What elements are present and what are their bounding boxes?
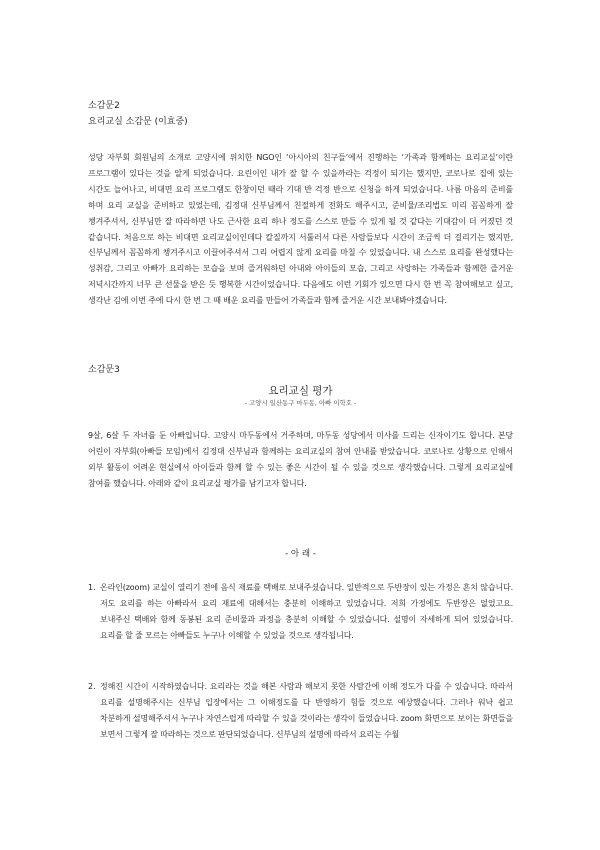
review3-byline: - 고양시 일산동구 마두동, 아빠 이학호 - xyxy=(244,399,357,407)
list-item-text: 정해진 시간이 시작하였습니다. 요리라는 것을 해본 사람과 해보지 못한 사람간에 이해 정도가 다를 수 있습니다. 따라서 요리를 설명해주시는 신부님 입장에서는 그 이해정도를 다 반영하기 힘들 것으로 예상했습니다. 그러나 워낙 쉽고 차분하게 설명해주셔서 누구나 자연스럽게 따라할 수 있을 것이라는 생각이 들었습니다. zoom 화면으로 보이는 화면들을 보면서 그렇게 잘 따라하는 것으로 판단되었습니다. 신부님의 설명에 따라서 요리는 수월 xyxy=(100,682,513,739)
list-item xyxy=(88,580,513,644)
review2-subtitle-block xyxy=(88,116,513,129)
list-item-number: 2. xyxy=(88,682,96,691)
review3-label: 소감문3 xyxy=(88,365,120,375)
review2-body: 성당 자부회 회원님의 소개로 고양시에 위치한 NGO인 ‘아시아의 친구들’에서 진행하는 ‘가족과 함께하는 요리교실’이란 프로그램이 있다는 것을 알게 되었습니다. 요린이인 내가 잘 할 수 있을까라는 걱정이 되기는 했지만, 코로나로 집에 있는 시간도 늘어나고, 비대면 요리 프로그램도 한창이던 때라 기대 반 걱정 반으로 신청을 하게 되었습니다. 나름 마음의 준비를 하며 요리 교실을 준비하고 있었는데, 김정대 신부님께서 친절하게 전화도 해주시고, 준비물/조리법도 미리 꼼꼼하게 잘 챙겨주셔서, 신부님만 잘 따라하면 나도 근사한 요리 하나 정도를 스스로 만들 수 있게 될 것 같다는 기대감이 더 커졌던 것 같습니다. 처음으로 하는 비대면 요리교실이인데다 칼질까지 서툴러서 다른 사람들보다 시간이 조금씩 더 걸리기는 했지만, 신부님께서 꼼꼼하게 챙겨주시고 이끌어주셔서 그리 어렵지 않게 요리를 마칠 수 있었습니다. 내 스스로 요리를 완성했다는 성취감, 그리고 아빠가 요리하는 모습을 보며 즐거워하던 아내와 아이들의 모습, 그리고 사랑하는 가족들과 함께한 즐거운 저녁시간까지 너무 큰 선물을 받은 듯 행복한 시간이었습니다. 다음에도 이런 기회가 있으면 다시 한 번 꼭 참여해보고 싶고, 생각난 김에 이번 주에 다시 한 번 그 때 배운 요리를 만들어 가족들과 함께 즐거운 시간 보내봐야겠습니다. xyxy=(88,153,513,306)
list-item-number: 1. xyxy=(88,583,96,592)
review3-item-1 xyxy=(88,580,513,644)
review2-body-block xyxy=(88,150,513,309)
section-mark: - 아 래 - xyxy=(285,549,316,559)
review2-subtitle: 요리교실 소감문 (이효중) xyxy=(88,117,188,127)
review3-title-block xyxy=(88,384,513,408)
review3-intro: 9살, 6살 두 자녀를 둔 아빠입니다. 고양시 마두동에서 거주하며, 마두동 성당에서 미사를 드리는 신자이기도 합니다. 본당 어린이 자부회(아빠들 모임)에서 김정대 신부님과 함께하는 요리교실의 참여 안내를 받았습니다. 코로나로 상황으로 인해서 외부 활동이 어려운 현실에서 아이들과 함께 할 수 있는 좋은 시간이 될 수 있을 것으로 생각했습니다. 그렇게 요리교실에 참여를 했습니다. 아래와 같이 요리교실 평가를 남기고자 합니다. xyxy=(88,431,513,488)
review3-item-2 xyxy=(88,679,513,743)
review3-section-mark-block xyxy=(88,547,513,559)
review3-intro-block xyxy=(88,428,513,492)
review3-label-block xyxy=(88,364,513,377)
review2-label-block xyxy=(88,100,513,113)
review2-label: 소감문2 xyxy=(88,101,120,111)
list-item xyxy=(88,679,513,743)
list-item-text: 온라인(zoom) 교실이 열리기 전에 음식 재료를 택배로 보내주셨습니다. 일반적으로 두반장이 있는 가정은 흔치 않습니다. 저도 요리를 하는 아빠라서 요리 재료에 대해서는 충분히 이해하고 있었습니다. 저희 가정에도 두반장은 없었고요. 보내주신 택배와 함께 동봉된 요리 준비물과 과정을 충분히 이해할 수 있었습니다. 설명이 자세하게 되어 있었습니다. 요리를 할 줄 모르는 아빠들도 누구나 이해할 수 있었을 것으로 생각됩니다. xyxy=(100,583,513,640)
review3-title: 요리교실 평가 xyxy=(268,385,333,397)
